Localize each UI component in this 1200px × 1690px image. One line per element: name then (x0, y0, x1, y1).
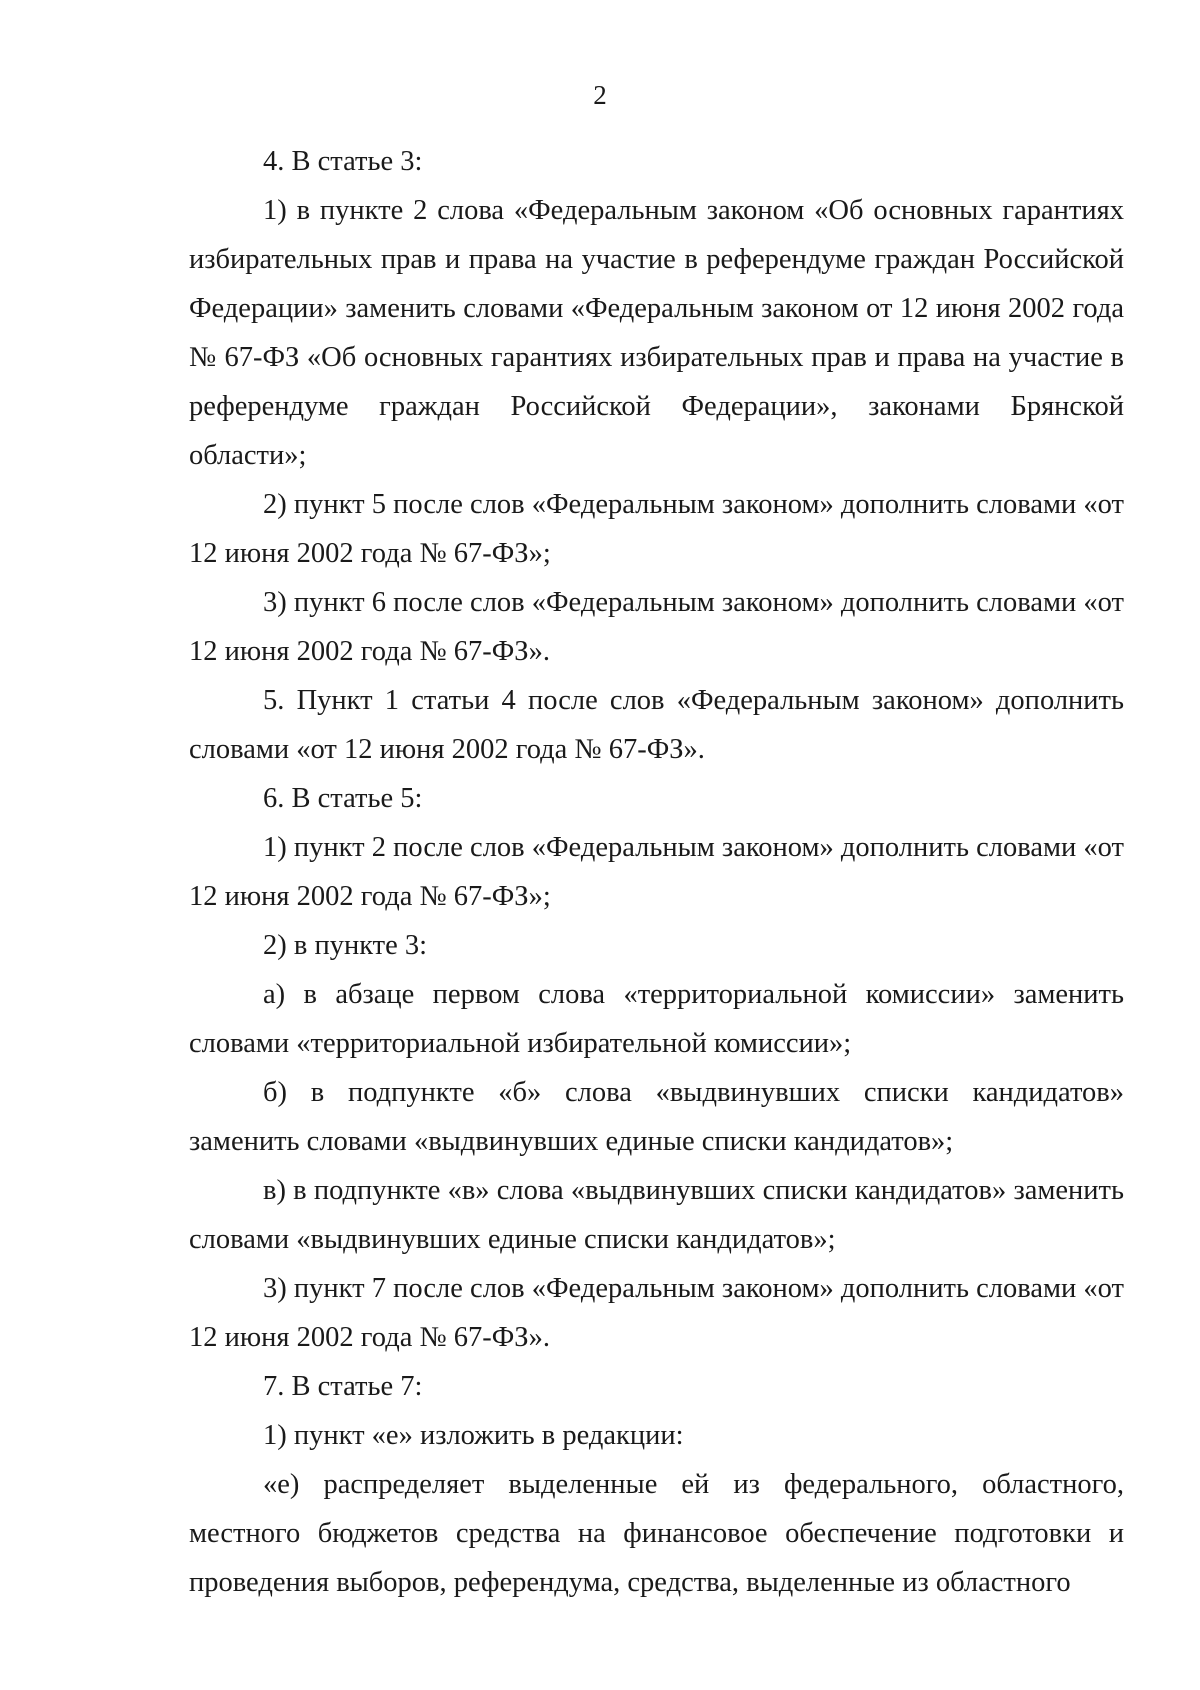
paragraph-6-3: 3) пункт 7 после слов «Федеральным законом» дополнить словами «от 12 июня 2002 года № 67-ФЗ». (189, 1273, 1124, 1353)
paragraph-4-1: 1) в пункте 2 слова «Федеральным законом «Об основных гарантиях избирательных прав и права на участие в референдуме граждан Российской Федерации» заменить словами «Федеральным законом от 12 июня 2002 года № 67-ФЗ «Об основных гарантиях избирательных прав и права на участие в референдуме граждан Российской Федерации», законами Брянской области»; (189, 195, 1124, 471)
paragraph-6-2: 2) в пункте 3: (263, 930, 428, 961)
paragraph-4: 4. В статье 3: (263, 146, 423, 177)
paragraph-4-2: 2) пункт 5 после слов «Федеральным законом» дополнить словами «от 12 июня 2002 года № 67-ФЗ»; (189, 489, 1124, 569)
paragraph-6-2-v: в) в подпункте «в» слова «выдвинувших списки кандидатов» заменить словами «выдвинувших единые списки кандидатов»; (189, 1175, 1124, 1255)
paragraph-4-3: 3) пункт 6 после слов «Федеральным законом» дополнить словами «от 12 июня 2002 года № 67-ФЗ». (189, 587, 1124, 667)
paragraph-7-1-e: «е) распределяет выделенные ей из федерального, областного, местного бюджетов средства на финансовое обеспечение подготовки и проведения выборов, референдума, средства, выделенные из областного (189, 1469, 1124, 1598)
paragraph-6-2-a: а) в абзаце первом слова «территориальной комиссии» заменить словами «территориальной избирательной комиссии»; (189, 979, 1124, 1059)
paragraph-6-2-b: б) в подпункте «б» слова «выдвинувших списки кандидатов» заменить словами «выдвинувших единые списки кандидатов»; (189, 1077, 1124, 1157)
paragraph-7: 7. В статье 7: (263, 1371, 423, 1402)
page-number: 2 (593, 80, 607, 110)
document-body (189, 137, 1124, 1607)
paragraph-6-1: 1) пункт 2 после слов «Федеральным законом» дополнить словами «от 12 июня 2002 года № 67-ФЗ»; (189, 832, 1124, 912)
paragraph-6: 6. В статье 5: (263, 783, 423, 814)
paragraph-5: 5. Пункт 1 статьи 4 после слов «Федеральным законом» дополнить словами «от 12 июня 2002 года № 67-ФЗ». (189, 685, 1124, 765)
paragraph-7-1: 1) пункт «е» изложить в редакции: (263, 1420, 684, 1451)
